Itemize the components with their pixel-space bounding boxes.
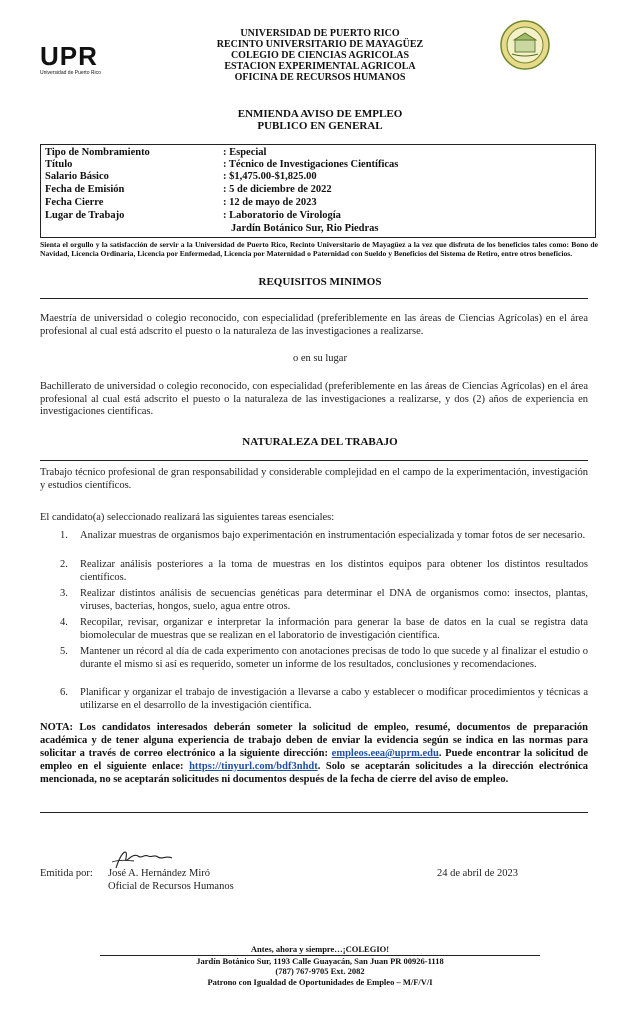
signer-block [108, 868, 234, 893]
nota-text: . Solo se aceptarán solicitudes a la dirección electrónica mencionada, no se aceptarán solicitudes ni documentos después de la fecha de cierre del aviso de empleo. [40, 761, 589, 785]
info-value: : 5 de diciembre de 2022 [223, 184, 332, 195]
task-item [40, 617, 588, 642]
info-row [45, 171, 317, 183]
task-item [40, 646, 588, 671]
info-label: Fecha de Emisión [45, 184, 125, 195]
application-link[interactable]: https://tinyurl.com/bdf3nhdt [189, 761, 318, 772]
header-line: OFICINA DE RECURSOS HUMANOS [234, 72, 406, 83]
header-line: COLEGIO DE CIENCIAS AGRICOLAS [230, 50, 410, 61]
info-label: Lugar de Trabajo [45, 210, 125, 221]
task-text: Realizar análisis posteriores a la toma de muestras en los distintos equipos para obtener los distintos resultados científicos. [80, 559, 588, 583]
info-value: : Técnico de Investigaciones Científicas [223, 159, 399, 170]
info-label: Salario Básico [45, 171, 109, 182]
task-item [40, 530, 588, 543]
footer-motto: Antes, ahora y siempre…¡COLEGIO! [250, 944, 390, 954]
requisitos-para-2: Bachillerato de universidad o colegio reconocido, con especialidad (preferiblemente en las áreas de Ciencias Agrícolas) en el área profesional al cual está adscrito el puesto o la naturaleza de las investigaciones a realizarse, y dos (2) años de experiencia en investigaciones científicas. [40, 381, 588, 417]
info-row [45, 197, 317, 209]
info-row [231, 223, 379, 235]
nota-block [40, 721, 588, 786]
info-row [45, 147, 266, 159]
tasks-intro: El candidato(a) seleccionado realizará las siguientes tareas esenciales: [40, 512, 335, 523]
requisitos-or: o en su lugar [293, 353, 347, 364]
info-row [45, 184, 332, 196]
footer-phone: (787) 767-9705 Ext. 2082 [275, 966, 365, 976]
upr-logo-subtitle: Universidad de Puerto Rico [40, 70, 101, 76]
task-text: Realizar distintos análisis de secuencias genéticas para determinar el DNA de organismos como: insectos, plantas, viruses, bacterias, hongos, suelo, agua entre otros. [80, 588, 588, 612]
naturaleza-heading: NATURALEZA DEL TRABAJO [242, 436, 398, 448]
title-line-2: PUBLICO EN GENERAL [257, 120, 383, 132]
divider [40, 460, 588, 461]
footer-address: Jardín Botánico Sur, 1193 Calle Guayacán, San Juan PR 00926-1118 [196, 955, 444, 966]
header-line: ESTACION EXPERIMENTAL AGRICOLA [224, 61, 416, 72]
header-line: UNIVERSIDAD DE PUERTO RICO [240, 28, 400, 39]
benefits-text: Sienta el orgullo y la satisfacción de servir a la Universidad de Puerto Rico, Recinto Universitario de Mayagüez a la vez que disfruta de los beneficios tales como: Bono de Navidad, Licencia Ordinaria, Licencia por Enfermedad, Licencia por Maternidad o Paternidad con Sueldo y Beneficios del Sistema de Retiro, entre otros beneficios. [40, 240, 598, 258]
job-info-box [40, 144, 596, 238]
task-item [40, 559, 588, 584]
task-text: Mantener un récord al día de cada experimento con anotaciones precisas de todo lo que sucede y al finalizar el estudio o durante el mismo si así es requerido, someter un informe de los resultados, conclusiones y recomendaciones. [80, 646, 588, 670]
divider [40, 812, 588, 813]
signer-role: Oficial de Recursos Humanos [108, 880, 234, 892]
info-label: Fecha Cierre [45, 197, 104, 208]
signature-date: 24 de abril de 2023 [437, 868, 519, 879]
nota-text: . Puede encontrar la solicitud de empleo en el siguiente enlace: [40, 748, 589, 772]
task-item [40, 588, 588, 613]
divider [40, 298, 588, 299]
info-label: Título [45, 159, 73, 170]
requisitos-para-1: Maestría de universidad o colegio reconocido, con especialidad (preferiblemente en las áreas de Ciencias Agrícolas) en el área profesional al cual está adscrito el puesto o la naturaleza de las investigaciones a realizarse. [40, 313, 588, 337]
title-line-1: ENMIENDA AVISO DE EMPLEO [237, 108, 403, 120]
signer-name: José A. Hernández Miró [108, 868, 211, 879]
task-number: 6. [60, 687, 68, 698]
issued-by-label: Emitida por: [40, 868, 93, 879]
task-item [40, 687, 588, 712]
email-link[interactable]: empleos.eea@uprm.edu [331, 748, 439, 759]
info-row [45, 210, 341, 222]
task-text: Recopilar, revisar, organizar e interpretar la información para generar la base de datos en la cual se registra data biomolecular de muestras que se realizan en el laboratorio de investigación científica. [80, 617, 588, 641]
header-line: RECINTO UNIVERSITARIO DE MAYAGÜEZ [216, 39, 424, 50]
info-value: : Especial [223, 147, 267, 158]
info-value: : 12 de mayo de 2023 [223, 197, 317, 208]
requisitos-heading: REQUISITOS MINIMOS [258, 276, 382, 288]
upr-logo [40, 41, 120, 76]
upr-logo-text: UPR [40, 41, 98, 71]
info-label: Tipo de Nombramiento [45, 147, 150, 158]
document-title [0, 108, 640, 132]
eea-seal-icon [500, 20, 550, 70]
task-number: 4. [60, 617, 68, 628]
task-number: 2. [60, 559, 68, 570]
info-value: : Laboratorio de Virología [223, 210, 341, 221]
nota-text: NOTA: Los candidatos interesados deberán someter la solicitud de empleo, resumé, documentos de preparación académica y de tener alguna experiencia de trabajo deben de enviar la evidencia según se indica en las normas para solicitar a través de correo electrónico a la siguiente dirección: [40, 722, 588, 759]
task-number: 1. [60, 530, 68, 541]
info-value: : $1,475.00-$1,825.00 [223, 171, 317, 182]
info-row [45, 159, 398, 171]
task-number: 3. [60, 588, 68, 599]
footer [0, 944, 640, 987]
footer-eeo: Patrono con Igualdad de Oportunidades de Empleo – M/F/V/I [207, 976, 433, 987]
institution-header [150, 28, 490, 83]
naturaleza-para: Trabajo técnico profesional de gran responsabilidad y considerable complejidad en el campo de la experimentación, investigación y estudios científicos. [40, 467, 588, 491]
info-value: Jardín Botánico Sur, Rio Piedras [231, 223, 379, 234]
task-number: 5. [60, 646, 68, 657]
task-text: Analizar muestras de organismos bajo experimentación en instrumentación especializada y tomar fotos de ser necesario. [80, 530, 586, 541]
task-text: Planificar y organizar el trabajo de investigación a llevarse a cabo y establecer o modificar procedimientos y técnicas a utilizarse en el desarrollo de la investigación científica. [80, 687, 588, 711]
